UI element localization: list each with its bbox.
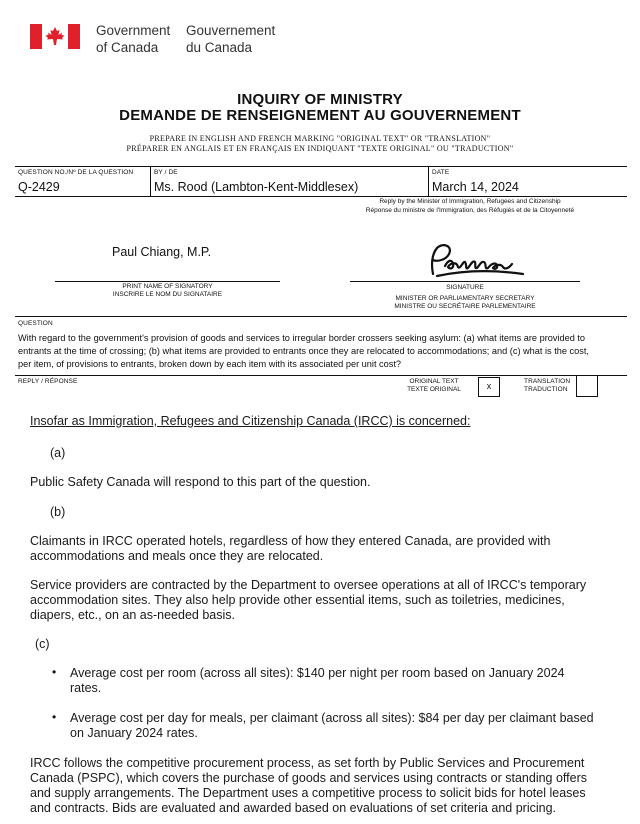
part-b-paragraph-1-line-1: Claimants in IRCC operated hotels, regardless of how they entered Canada, are provided with: [30, 534, 551, 548]
bullet-2-line-2: on January 2024 rates.: [70, 726, 198, 740]
title-fr: DEMANDE DE RENSEIGNEMENT AU GOUVERNEMENT: [119, 107, 521, 124]
signature-label: SIGNATURE: [446, 284, 484, 291]
question-line-3: per item, of provisions to entrants, broken down by each item with its associated per unit cost?: [18, 359, 402, 369]
date-label: DATE: [432, 169, 450, 176]
question-label: QUESTION: [18, 320, 53, 327]
gov-fr-wordmark: [186, 22, 275, 56]
canada-flag-icon: [30, 24, 80, 49]
part-c-label: (c): [35, 637, 50, 651]
signatory-name: Paul Chiang, M.P.: [112, 245, 212, 259]
part-c-paragraph-line-4: and contracts. Bids are evaluated and awarded based on evaluations of set criteria and pricing.: [30, 801, 557, 815]
reply-by-en: Reply by the Minister of Immigration, Refugees and Citizenship: [379, 198, 561, 205]
part-c-paragraph-line-3: and supply arrangements. The Department uses a competitive process to solicit bids for hotel leases: [30, 786, 586, 800]
gov-en-line2: of Canada: [96, 40, 159, 55]
part-c-paragraph-line-1: IRCC follows the competitive procurement process, as set forth by Public Services and Procurement: [30, 756, 585, 770]
part-a-label: (a): [50, 446, 66, 460]
translation-checkbox[interactable]: [576, 375, 598, 397]
gov-en-wordmark: [96, 22, 170, 56]
question-line-2: entrants at the time of crossing; (b) what items are provided to entrants once they are relocated to accommodations; and (c) what is the cost,: [18, 346, 589, 356]
translation-label-fr: TRADUCTION: [524, 386, 568, 393]
part-b-paragraph-1-line-2: accommodations and meals once they are relocated.: [30, 549, 324, 563]
bullet-1-line-2: rates.: [70, 681, 102, 695]
title-en: INQUIRY OF MINISTRY: [237, 91, 403, 108]
gov-fr-line1: Gouvernement: [186, 23, 276, 38]
bullet-dot-icon: •: [52, 710, 57, 724]
part-b-label: (b): [50, 505, 66, 519]
original-text-label-fr: TEXTE ORIGINAL: [407, 386, 461, 393]
instruction-en: PREPARE IN ENGLISH AND FRENCH MARKING "ORIGINAL TEXT" OR "TRANSLATION": [149, 134, 491, 143]
question-no-value: Q-2429: [18, 180, 60, 194]
part-b-paragraph-2-line-2: accommodation sites. They also help provide other essential items, such as toiletries, medicines,: [30, 593, 565, 607]
print-name-label-en: PRINT NAME OF SIGNATORY: [122, 283, 213, 290]
handwritten-signature: [415, 240, 535, 280]
reply-label: REPLY / RÉPONSE: [18, 378, 78, 385]
question-line-1: With regard to the government's provision of goods and services to irregular border crossers seeking asylum: (a) what items are provided to: [18, 333, 586, 343]
signature-role-en: MINISTER OR PARLIAMENTARY SECRETARY: [395, 295, 535, 302]
original-text-checkbox[interactable]: x: [478, 377, 500, 397]
reply-intro: Insofar as Immigration, Refugees and Citizenship Canada (IRCC) is concerned:: [30, 414, 471, 428]
gov-en-line1: Government: [96, 23, 171, 38]
part-b-paragraph-2-line-1: Service providers are contracted by the Department to oversee operations at all of IRCC's temporary: [30, 578, 587, 592]
bullet-2-line-1: Average cost per day for meals, per claimant (across all sites): $84 per day per claimant based: [70, 711, 594, 725]
date-value: March 14, 2024: [432, 180, 519, 194]
question-no-label: QUESTION NO./Nº DE LA QUESTION: [18, 169, 134, 176]
translation-label-en: TRANSLATION: [524, 378, 571, 385]
signature-role-fr: MINISTRE OU SECRÉTAIRE PARLEMENTAIRE: [394, 303, 536, 310]
reply-by-fr: Réponse du ministre de l'Immigration, des Réfugiés et de la Citoyenneté: [365, 207, 575, 214]
gov-fr-line2: du Canada: [186, 40, 253, 55]
part-b-paragraph-2-line-3: diapers, etc., on an as-needed basis.: [30, 608, 235, 622]
print-name-label-fr: INSCRIRE LE NOM DU SIGNATAIRE: [112, 291, 223, 298]
instruction-fr: PRÉPARER EN ANGLAIS ET EN FRANÇAIS EN INDIQUANT "TEXTE ORIGINAL" OU "TRADUCTION": [126, 144, 514, 153]
part-a-text: Public Safety Canada will respond to this part of the question.: [30, 475, 371, 489]
original-text-label-en: ORIGINAL TEXT: [409, 378, 459, 385]
part-c-paragraph-line-2: Canada (PSPC), which covers the purchase of goods and services using contracts or standing offers: [30, 771, 588, 785]
by-label: BY / DE: [154, 169, 178, 176]
bullet-1-line-1: Average cost per room (across all sites): $140 per night per room based on January 2024: [70, 666, 565, 680]
bullet-dot-icon: •: [52, 665, 57, 679]
by-value: Ms. Rood (Lambton-Kent-Middlesex): [154, 180, 359, 194]
